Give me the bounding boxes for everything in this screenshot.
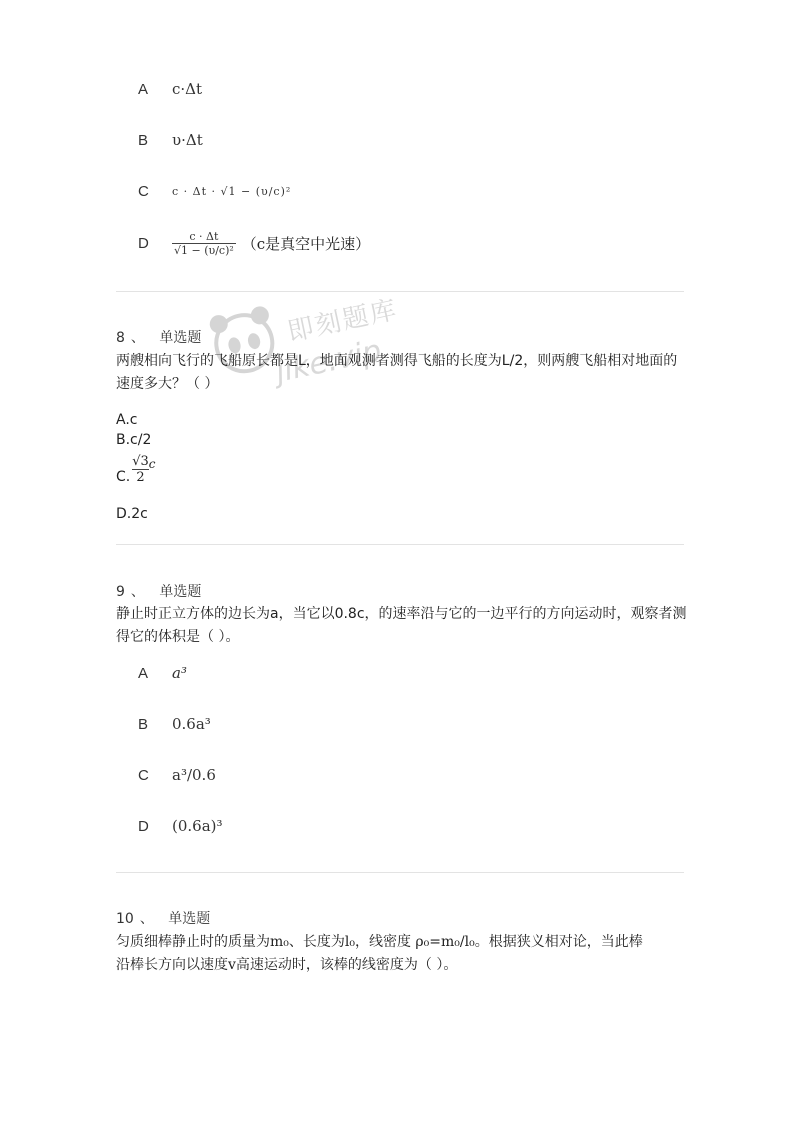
q8-option-d[interactable]: D.2c bbox=[116, 506, 148, 522]
question-sep: 、 bbox=[130, 584, 145, 600]
option-letter: D bbox=[138, 817, 149, 835]
question-type: 单选题 bbox=[159, 330, 202, 346]
option-letter: B bbox=[138, 715, 149, 733]
option-letter: A bbox=[138, 80, 149, 98]
option-letter: C bbox=[138, 766, 149, 784]
question-type: 单选题 bbox=[168, 911, 211, 927]
option-formula: c · Δt · √1 − (υ/c)² bbox=[172, 184, 292, 198]
option-label: C. bbox=[116, 469, 131, 485]
question-number: 10 bbox=[116, 911, 134, 927]
q8-option-a[interactable]: A.c bbox=[116, 412, 138, 428]
q7-option-b[interactable] bbox=[138, 125, 203, 155]
divider bbox=[116, 291, 684, 292]
q9-text: 静止时正立方体的边长为a，当它以0.8c，的速率沿与它的一边平行的方向运动时，观察者测得它的体积是（ ）。 bbox=[116, 606, 687, 645]
q7-option-d[interactable] bbox=[138, 224, 370, 262]
option-formula: c·Δt bbox=[172, 80, 203, 98]
q7-option-a[interactable] bbox=[138, 74, 202, 104]
q10-text-line1: 匀质细棒静止时的质量为m₀、长度为l₀，线密度 ρ₀=m₀/l₀。根据狭义相对论，当此棒 bbox=[116, 934, 643, 950]
option-letter: D bbox=[138, 234, 149, 252]
option-note: （c是真空中光速） bbox=[241, 234, 371, 253]
divider bbox=[116, 872, 684, 873]
watermark-url: jike.vip bbox=[272, 333, 385, 390]
q9-option-d[interactable] bbox=[138, 811, 223, 841]
option-letter: A bbox=[138, 664, 149, 682]
q8-option-b[interactable]: B.c/2 bbox=[116, 432, 152, 448]
q8-option-c[interactable] bbox=[116, 454, 156, 485]
q9-option-c[interactable] bbox=[138, 760, 216, 790]
option-letter: B bbox=[138, 131, 149, 149]
q10-text-line2: 沿棒长方向以速度v高速运动时，该棒的线密度为（ ）。 bbox=[116, 957, 458, 973]
q10-header bbox=[116, 908, 210, 928]
question-number: 9 bbox=[116, 584, 125, 600]
q8-text: 两艘相向飞行的飞船原长都是L，地面观测者测得飞船的长度为L/2，则两艘飞船相对地面的速度多大？（ ） bbox=[116, 353, 678, 392]
option-formula: a³/0.6 bbox=[172, 766, 216, 784]
fraction-numerator: √3 bbox=[132, 454, 149, 469]
option-formula: υ·Δt bbox=[172, 131, 203, 149]
q9-header bbox=[116, 581, 201, 601]
option-fraction bbox=[172, 230, 236, 257]
option-fraction bbox=[132, 454, 149, 485]
option-formula: a³ bbox=[172, 664, 187, 682]
fraction-numerator: c · Δt bbox=[189, 229, 219, 243]
divider bbox=[116, 544, 684, 545]
q7-option-c[interactable] bbox=[138, 176, 291, 206]
option-var: c bbox=[148, 457, 156, 471]
question-sep: 、 bbox=[130, 330, 145, 346]
question-sep: 、 bbox=[139, 911, 154, 927]
q8-header bbox=[116, 327, 201, 347]
question-number: 8 bbox=[116, 330, 125, 346]
watermark-text: 即刻题库 bbox=[284, 294, 401, 348]
option-letter: C bbox=[138, 182, 149, 200]
fraction-denominator: √1 − (υ/c)² bbox=[174, 243, 234, 257]
option-formula: (0.6a)³ bbox=[172, 817, 223, 835]
q9-option-b[interactable] bbox=[138, 709, 211, 739]
question-type: 单选题 bbox=[159, 584, 202, 600]
option-formula: 0.6a³ bbox=[172, 715, 211, 733]
fraction-denominator: 2 bbox=[136, 470, 145, 485]
q9-option-a[interactable] bbox=[138, 658, 187, 688]
